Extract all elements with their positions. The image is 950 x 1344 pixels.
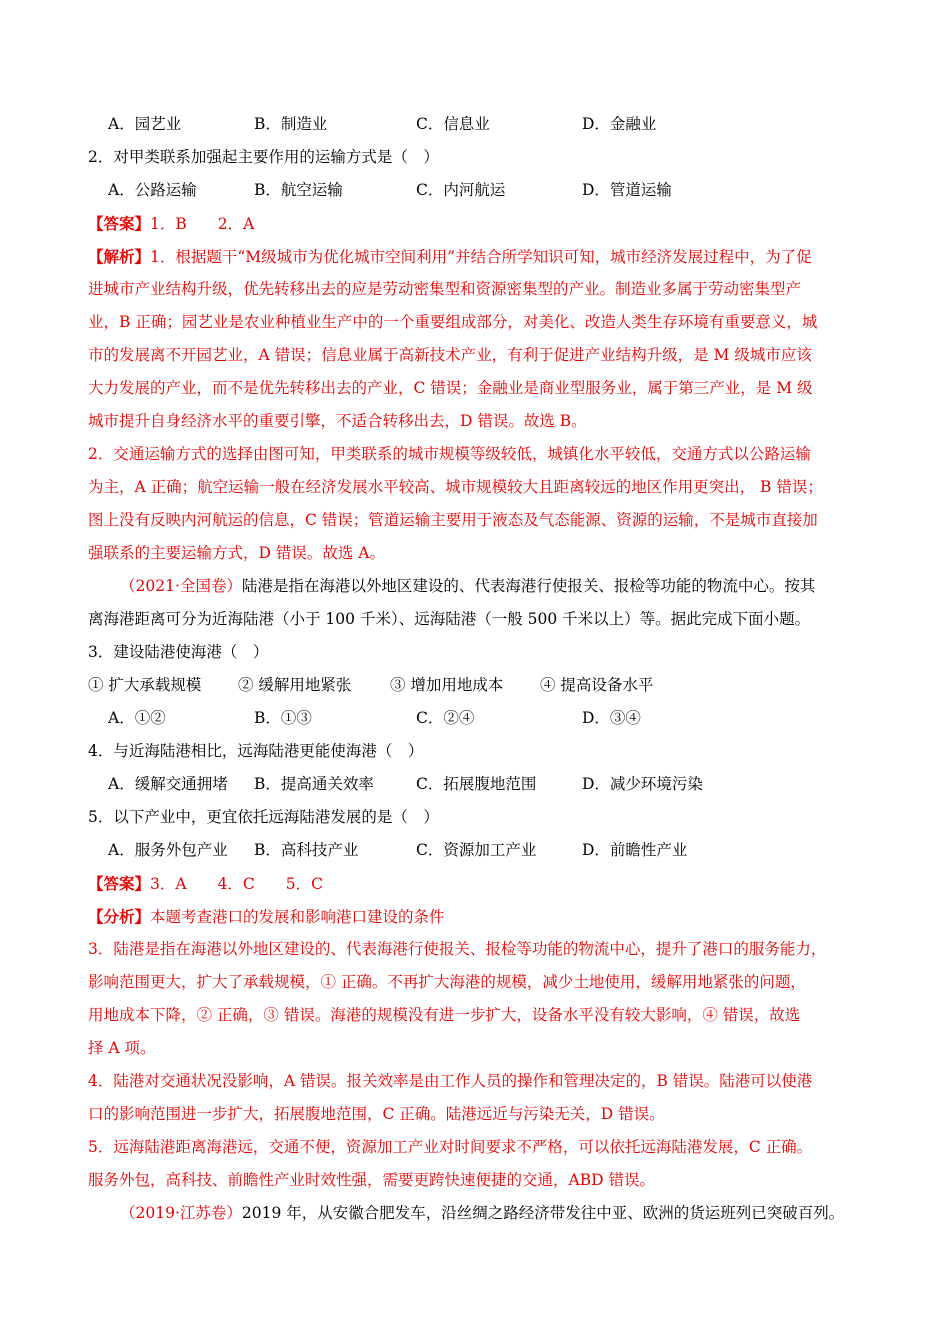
passage-2-source: （2021·全国卷） xyxy=(120,577,242,595)
analysis-2-line-6: 5．远海陆港距离海港远，交通不便，资源加工产业对时间要求不严格，可以依托远海陆港发展，C 正确。 xyxy=(88,1138,813,1156)
answer-2 xyxy=(88,867,323,900)
q2-stem: 2．对甲类联系加强起主要作用的运输方式是（ ） xyxy=(88,148,439,166)
passage-2-text: 陆港是指在海港以外地区建设的、代表海港行使报关、报检等功能的物流中心。按其 xyxy=(241,577,816,595)
q1-option-b: B．制造业 xyxy=(254,115,328,133)
q5-option-b: B．高科技产业 xyxy=(254,841,359,859)
analysis-1-line-1: 进城市产业结构升级，优先转移出去的应是劳动密集型和资源密集型的产业。制造业多属于劳动密集型产 xyxy=(88,280,802,298)
q5-option-a: A．服务外包产业 xyxy=(108,841,228,859)
q3-option-b: B．①③ xyxy=(254,709,312,727)
analysis-text: 本题考查港口的发展和影响港口建设的条件 xyxy=(150,908,445,926)
q2-option-b: B．航空运输 xyxy=(254,181,343,199)
answer-label: 【答案】 xyxy=(88,214,151,233)
q1-option-d: D．金融业 xyxy=(582,115,657,133)
q1-option-a: A．园艺业 xyxy=(108,115,182,133)
q3-option-c: C．②④ xyxy=(416,709,475,727)
q5-option-d: D．前瞻性产业 xyxy=(582,841,688,859)
q3-item-3: ③ 增加用地成本 xyxy=(390,676,504,694)
q5-option-c: C．资源加工产业 xyxy=(416,841,537,859)
passage-3-source: （2019·江苏卷） xyxy=(120,1204,242,1222)
q4-option-a: A．缓解交通拥堵 xyxy=(108,775,228,793)
analysis-1-line-2: 业，B 正确；园艺业是农业种植业生产中的一个重要组成部分，对美化、改造人类生存环境有重要意义，城 xyxy=(88,313,818,331)
analysis-2-line-5: 口的影响范围进一步扩大，拓展腹地范围，C 正确。陆港远近与污染无关，D 错误。 xyxy=(88,1105,665,1123)
q2-option-d: D．管道运输 xyxy=(582,181,672,199)
q4-option-c: C．拓展腹地范围 xyxy=(416,775,537,793)
q1-option-c: C．信息业 xyxy=(416,115,490,133)
passage-2-line-1 xyxy=(120,570,815,603)
passage-3-line-1 xyxy=(120,1197,844,1230)
analysis-1-line-8: 图上没有反映内河航运的信息，C 错误；管道运输主要用于液态及气态能源、资源的运输，不是城市直接加 xyxy=(88,511,818,529)
answer-text: 1．B 2．A xyxy=(150,215,255,233)
answer-label: 【答案】 xyxy=(88,874,151,893)
q4-option-b: B．提高通关效率 xyxy=(254,775,374,793)
analysis-text: 1．根据题干“M级城市为优化城市空间利用”并结合所学知识可知，城市经济发展过程中，为了促 xyxy=(150,248,812,266)
analysis-1-line-3: 市的发展离不开园艺业，A 错误；信息业属于高新技术产业，有利于促进产业结构升级，是 M 级城市应该 xyxy=(88,346,812,364)
analysis-1-line-7: 为主，A 正确；航空运输一般在经济发展水平较高、城市规模较大且距离较远的地区作用更突出， B 错误； xyxy=(88,478,823,496)
answer-text: 3．A 4．C 5．C xyxy=(150,875,324,893)
q3-option-d: D．③④ xyxy=(582,709,641,727)
analysis-1-line-9: 强联系的主要运输方式，D 错误。故选 A。 xyxy=(88,544,385,562)
q3-item-4: ④ 提高设备水平 xyxy=(540,676,654,694)
passage-2-line-2: 离海港距离可分为近海陆港（小于 100 千米）、远海陆港（一般 500 千米以上）等。据此完成下面小题。 xyxy=(88,610,811,628)
analysis-2-line-1: 影响范围更大，扩大了承载规模，① 正确。不再扩大海港的规模，减少土地使用，缓解用地紧张的问题， xyxy=(88,973,806,991)
analysis-1-line-0 xyxy=(88,240,812,273)
analysis-1-line-5: 城市提升自身经济水平的重要引擎，不适合转移出去，D 错误。故选 B。 xyxy=(88,412,587,430)
analysis-1-line-6: 2．交通运输方式的选择由图可知，甲类联系的城市规模等级较低，城镇化水平较低，交通方式以公路运输 xyxy=(88,445,811,463)
q2-option-a: A．公路运输 xyxy=(108,181,197,199)
analysis-label: 【分析】 xyxy=(88,907,151,926)
analysis-2-line-7: 服务外包，高科技、前瞻性产业时效性强，需要更跨快速便捷的交通，ABD 错误。 xyxy=(88,1171,655,1189)
analysis-2-line-0: 3．陆港是指在海港以外地区建设的、代表海港行使报关、报检等功能的物流中心，提升了港口的服务能力， xyxy=(88,940,827,958)
answer-1 xyxy=(88,207,254,240)
q4-stem: 4．与近海陆港相比，远海陆港更能使海港（ ） xyxy=(88,742,424,760)
analysis-2-line-4: 4．陆港对交通状况没影响，A 错误。报关效率是由工作人员的操作和管理决定的，B 错误。陆港可以使港 xyxy=(88,1072,813,1090)
q2-option-c: C．内河航运 xyxy=(416,181,506,199)
passage-3-text: 2019 年，从安徽合肥发车，沿丝绸之路经济带发往中亚、欧洲的货运班列已突破百列。 xyxy=(241,1204,845,1222)
analysis-2-header xyxy=(88,900,445,933)
analysis-2-line-2: 用地成本下降，② 正确，③ 错误。海港的规模没有进一步扩大，设备水平没有较大影响，④ 错误，故选 xyxy=(88,1006,801,1024)
q5-stem: 5．以下产业中，更宜依托远海陆港发展的是（ ） xyxy=(88,808,439,826)
analysis-label: 【解析】 xyxy=(88,247,151,266)
analysis-1-line-4: 大力发展的产业，而不是优先转移出去的产业，C 错误；金融业是商业型服务业，属于第三产业，是 M 级 xyxy=(88,379,813,397)
q3-item-1: ① 扩大承载规模 xyxy=(88,676,202,694)
q3-stem: 3．建设陆港使海港（ ） xyxy=(88,643,269,661)
q3-option-a: A．①② xyxy=(108,709,166,727)
q3-item-2: ② 缓解用地紧张 xyxy=(238,676,352,694)
analysis-2-line-3: 择 A 项。 xyxy=(88,1039,156,1057)
q4-option-d: D．减少环境污染 xyxy=(582,775,703,793)
